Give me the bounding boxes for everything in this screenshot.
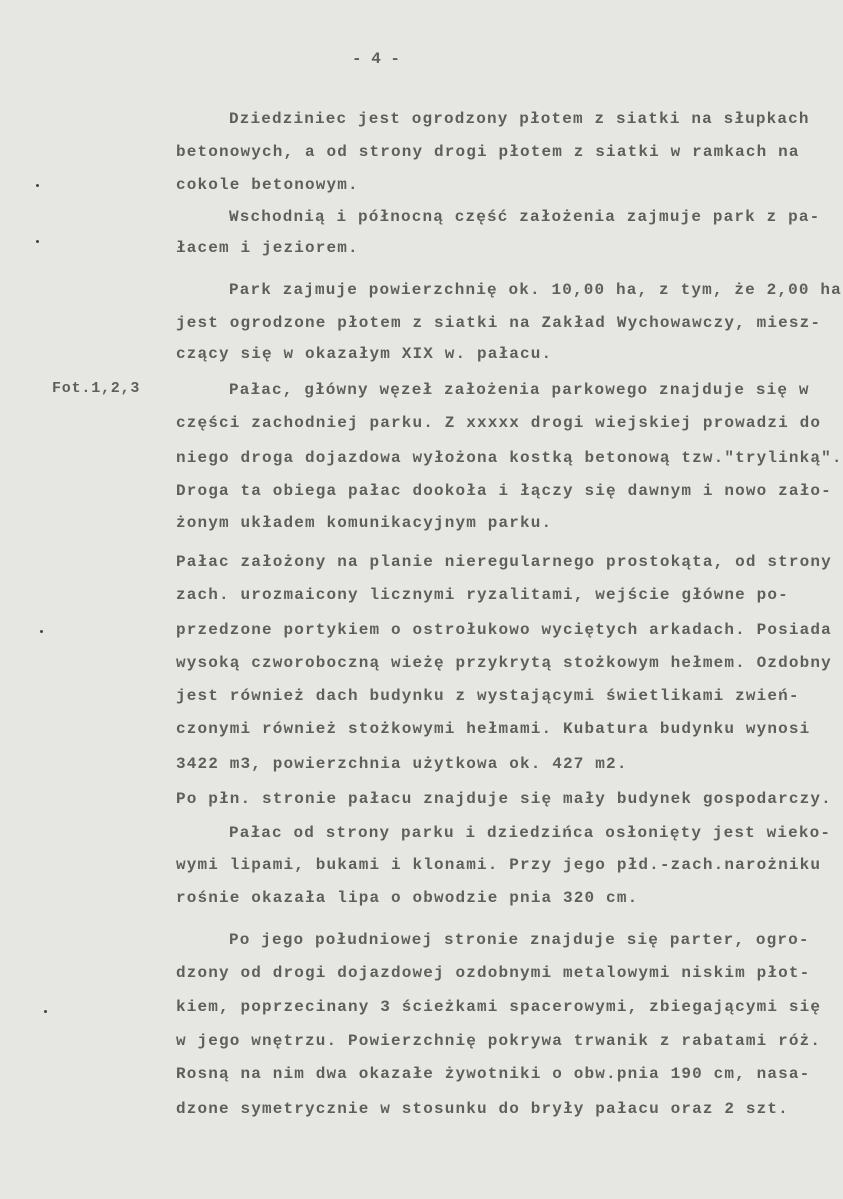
text-line: niego droga dojazdowa wyłożona kostką betonową tzw."trylinką".	[176, 449, 843, 467]
text-line: Po płn. stronie pałacu znajduje się mały budynek gospodarczy.	[176, 790, 832, 808]
margin-dot	[44, 1010, 47, 1013]
text-line: łacem i jeziorem.	[176, 239, 359, 257]
margin-note-photos: Fot.1,2,3	[52, 380, 141, 397]
text-line: Pałac założony na planie nieregularnego prostokąta, od strony	[176, 553, 832, 571]
text-line: Droga ta obiega pałac dookoła i łączy się dawnym i nowo zało-	[176, 482, 832, 500]
page-number: - 4 -	[352, 50, 401, 68]
text-line: żonym układem komunikacyjnym parku.	[176, 514, 553, 532]
text-line: rośnie okazała lipa o obwodzie pnia 320 cm.	[176, 889, 639, 907]
text-line: czonymi również stożkowymi hełmami. Kubatura budynku wynosi	[176, 720, 811, 738]
text-line: Wschodnią i północną część założenia zajmuje park z pa-	[229, 208, 821, 226]
text-line: cokole betonowym.	[176, 176, 359, 194]
text-line: wysoką czworoboczną wieżę przykrytą stożkowym hełmem. Ozdobny	[176, 654, 832, 672]
text-line: przedzone portykiem o ostrołukowo wyciętych arkadach. Posiada	[176, 621, 832, 639]
margin-dot	[36, 240, 39, 243]
text-line: Rosną na nim dwa okazałe żywotniki o obw.pnia 190 cm, nasa-	[176, 1065, 811, 1083]
text-line: Pałac, główny węzeł założenia parkowego znajduje się w	[229, 381, 810, 399]
text-line: Dziedziniec jest ogrodzony płotem z siatki na słupkach	[229, 110, 810, 128]
text-line: jest ogrodzone płotem z siatki na Zakład Wychowawczy, miesz-	[176, 314, 822, 332]
text-line: Po jego południowej stronie znajduje się parter, ogro-	[229, 931, 810, 949]
margin-dot	[36, 184, 39, 187]
text-line: części zachodniej parku. Z xxxxx drogi wiejskiej prowadzi do	[176, 414, 822, 432]
text-line: wymi lipami, bukami i klonami. Przy jego płd.-zach.narożniku	[176, 856, 822, 874]
text-line: dzony od drogi dojazdowej ozdobnymi metalowymi niskim płot-	[176, 964, 811, 982]
text-line: betonowych, a od strony drogi płotem z siatki w ramkach na	[176, 143, 800, 161]
text-line: jest również dach budynku z wystającymi świetlikami zwień-	[176, 687, 800, 705]
text-line: Park zajmuje powierzchnię ok. 10,00 ha, z tym, że 2,00 ha	[229, 281, 842, 299]
margin-dot	[40, 630, 43, 633]
text-line: Pałac od strony parku i dziedzińca osłonięty jest wieko-	[229, 824, 832, 842]
text-line: 3422 m3, powierzchnia użytkowa ok. 427 m2.	[176, 755, 628, 773]
text-line: kiem, poprzecinany 3 ścieżkami spacerowymi, zbiegającymi się	[176, 998, 822, 1016]
text-line: w jego wnętrzu. Powierzchnię pokrywa trwanik z rabatami róż.	[176, 1032, 822, 1050]
text-line: czący się w okazałym XIX w. pałacu.	[176, 345, 553, 363]
text-line: zach. urozmaicony licznymi ryzalitami, wejście główne po-	[176, 586, 789, 604]
text-line: dzone symetrycznie w stosunku do bryły pałacu oraz 2 szt.	[176, 1100, 789, 1118]
